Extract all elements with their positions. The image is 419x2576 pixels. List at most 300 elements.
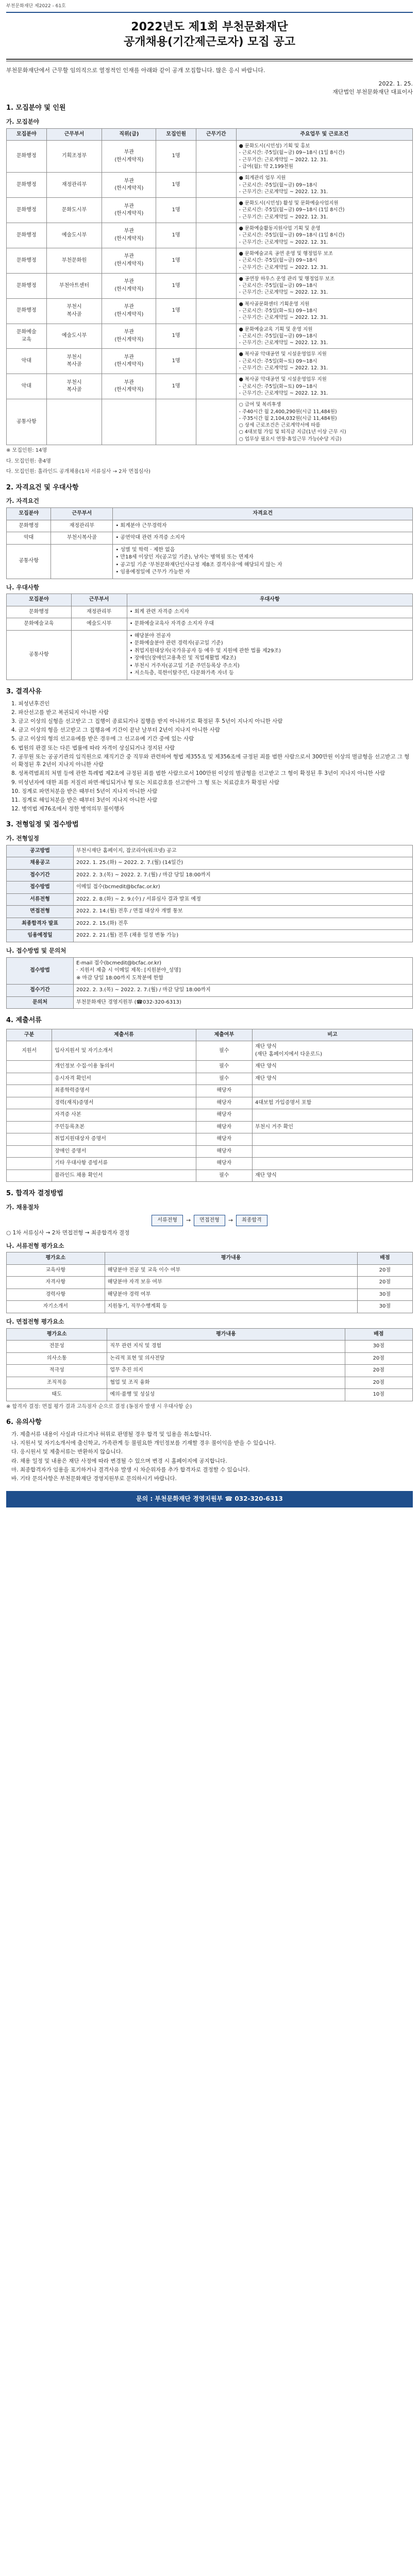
date-issuer — [6, 80, 413, 96]
table-row — [7, 298, 413, 324]
cell-description: 직무 관련 지식 및 경험 — [107, 1341, 345, 1353]
cell-rank: 부관 (한시계약직) — [102, 374, 156, 399]
cell-field: 악대 — [7, 349, 47, 374]
cell-preference: • 해당분야 전공자 • 문화예술분야 관련 경력자(공고일 기준) • 취업지원대상자(국가유공자 등 예우 및 지원에 관한 법률 제29조) • 장애인(장애인고용촉진 및 직업재활법 제2조) • 부천시 거주자(공고일 기준 주민등록상 주소지) • 저소득층, 북한이탈주민, 다문화가족 자녀 등 — [127, 630, 412, 680]
section-4-sub1: 가. 전형일정 — [6, 835, 39, 842]
cell-note: 재단 양식 — [253, 1061, 413, 1073]
cell-required: 해당자 — [196, 1109, 252, 1122]
cell-score: 10점 — [345, 1389, 412, 1401]
cell-note: 재단 양식 — [253, 1170, 413, 1182]
cell-dept: 재정관리부 — [51, 520, 113, 532]
process-step: 서류전형 — [152, 1215, 183, 1227]
column-header: 제출서류 — [52, 1029, 196, 1041]
cell-field: 공통사항 — [7, 630, 72, 680]
section-5-title: 4. 제출서류 — [6, 1016, 42, 1025]
table-row — [7, 1377, 413, 1389]
cell-document: 블라인드 채용 확인서 — [52, 1170, 196, 1182]
column-header: 근무부서 — [71, 594, 127, 606]
cell-score: 30점 — [345, 1341, 412, 1353]
row-header: 임용예정일 — [7, 930, 74, 942]
cell-criterion: 태도 — [7, 1389, 107, 1401]
cell-document: 자격증 사본 — [52, 1109, 196, 1122]
cell-count: 1명 — [156, 173, 196, 198]
cell-count: 1명 — [156, 273, 196, 298]
cell-count: 1명 — [156, 223, 196, 248]
table-row — [7, 520, 413, 532]
table-row — [7, 918, 413, 930]
table-row — [7, 1289, 413, 1301]
process-step: 면접전형 — [194, 1215, 225, 1227]
row-header: 면접전형 — [7, 906, 74, 918]
cell-count: 1명 — [156, 198, 196, 223]
documents-table — [6, 1029, 413, 1182]
intro-text: 부천문화재단에서 근무할 임의직으로 열정적인 인재를 아래와 같이 공개 모집합니다. 많은 응시 바랍니다. — [6, 67, 265, 74]
column-header: 모집인원 — [156, 128, 196, 141]
cell-group — [7, 1145, 52, 1158]
cell-note — [253, 1158, 413, 1170]
cell-note — [253, 1109, 413, 1122]
section-6-sub3: 다. 면접전형 평가요소 — [6, 1317, 64, 1325]
table-row — [7, 1061, 413, 1073]
row-header: 채용공고 — [7, 857, 74, 870]
table-row — [7, 857, 413, 870]
column-header: 근무부서 — [46, 128, 102, 141]
contact-table — [6, 957, 413, 1009]
table-row — [7, 996, 413, 1009]
table-row — [7, 374, 413, 399]
issuer: 재단법인 부천문화재단 대표이사 — [332, 89, 413, 96]
cell-duty: ● 복사골문화센터 기획운영 지원 - 근로시간: 주5일(화~토) 09~18시 - 근무기간: 근로계약일 ~ 2022. 12. 31. — [236, 298, 412, 324]
cell-document: 취업지원대상자 증명서 — [52, 1133, 196, 1146]
cell-field: 문화행정 — [7, 273, 47, 298]
cell-rank: 부관 (한시계약직) — [102, 349, 156, 374]
cell-note — [253, 1145, 413, 1158]
list-item: 3. 금고 이상의 실형을 선고받고 그 집행이 종료되거나 집행을 받지 아니하기로 확정된 후 5년이 지나지 아니한 사람 — [11, 718, 283, 725]
cell-score: 30점 — [357, 1289, 412, 1301]
cell-criterion: 경력사항 — [7, 1289, 105, 1301]
cell-field: 문화예술 교육 — [7, 324, 47, 349]
cell-count: 1명 — [156, 298, 196, 324]
column-header: 모집분야 — [7, 128, 47, 141]
table-row — [7, 248, 413, 273]
table-row — [7, 1121, 413, 1133]
cell-dept — [46, 399, 102, 445]
cell-field: 문화행정 — [7, 223, 47, 248]
table-row — [7, 273, 413, 298]
cell-required: 해당자 — [196, 1133, 252, 1146]
table-row — [7, 1158, 413, 1170]
cell-value: 2022. 2. 21.(월) 전후 (채용 일정 변동 가능) — [74, 930, 413, 942]
table-row — [7, 869, 413, 882]
cell-period — [196, 198, 236, 223]
cell-duty: ● 공연장 하우스 운영 관리 및 행정업무 보조 - 근로시간: 주5일(월~금) 09~18시 - 근무기간: 근로계약일 ~ 2022. 12. 31. — [236, 273, 412, 298]
table-row — [7, 532, 413, 545]
cell-note — [253, 1133, 413, 1146]
column-header: 평가내용 — [107, 1328, 345, 1341]
list-item: 마. 최종합격자가 임용을 포기하거나 결격사유 발생 시 차순위자를 추가 합격자로 결정할 수 있습니다. — [11, 1466, 250, 1473]
title-line2: 공개채용(기간제근로자) 모집 공고 — [124, 35, 295, 48]
list-item: 1. 피성년후견인 — [11, 700, 50, 707]
section-2-sub1: 가. 자격요건 — [6, 497, 39, 505]
row-header: 접수기간 — [7, 869, 74, 882]
table-row — [7, 544, 413, 579]
table-row — [7, 399, 413, 445]
cell-period — [196, 298, 236, 324]
column-header: 평가내용 — [105, 1252, 357, 1265]
table-row — [7, 906, 413, 918]
cell-rank: 부관 (한시계약직) — [102, 324, 156, 349]
cell-description: 협업 및 조직 융화 — [107, 1377, 345, 1389]
cell-document: 개인정보 수집·이용 동의서 — [52, 1061, 196, 1073]
column-header: 비고 — [253, 1029, 413, 1041]
cell-group — [7, 1121, 52, 1133]
cell-duty: ● 문화예술활동지원사업 기획 및 운영 - 근로시간: 주5일(월~금) 09~18시 (1일 8시간) - 근무기간: 근로계약일 ~ 2022. 12. 31. — [236, 223, 412, 248]
document-eval-table — [6, 1252, 413, 1313]
list-item: 바. 기타 문의사항은 부천문화재단 경영지원부로 문의하시기 바랍니다. — [11, 1475, 177, 1482]
qualification-table — [6, 507, 413, 579]
table-row — [7, 957, 413, 985]
cell-description: 업무 추진 의지 — [107, 1365, 345, 1377]
table-row — [7, 324, 413, 349]
column-header: 근무부서 — [51, 508, 113, 520]
process-step: 최종합격 — [236, 1215, 267, 1227]
cell-field: 문화행정 — [7, 298, 47, 324]
list-item: 2. 파산선고를 받고 복권되지 아니한 사람 — [11, 709, 109, 716]
cell-duty: ● 복사골 악대공연 및 시설운영업무 지원 - 근로시간: 주5일(화~토) 09~18시 - 근무기간: 근로계약일 ~ 2022. 12. 31. — [236, 374, 412, 399]
cell-score: 20점 — [345, 1377, 412, 1389]
cell-group — [7, 1061, 52, 1073]
table-row — [7, 1264, 413, 1277]
process-flow — [6, 1215, 413, 1227]
cell-group — [7, 1085, 52, 1097]
cell-field: 문화행정 — [7, 173, 47, 198]
cell-required: 해당자 — [196, 1085, 252, 1097]
cell-dept: 부천시 복사골 — [46, 298, 102, 324]
table-row — [7, 985, 413, 997]
cell-duty: ● 문화도시(시민성) 활성 및 문화예술사업지원 - 근로시간: 주5일(월~금) 09~18시 (1일 8시간) - 근무기간: 근로계약일 ~ 2022. 12. 31. — [236, 198, 412, 223]
list-item: 가. 제출서류 내용이 사실과 다르거나 허위로 판명될 경우 합격 및 임용을 취소합니다. — [11, 1431, 212, 1437]
row-header: 접수방법 — [7, 882, 74, 894]
table-row — [7, 1041, 413, 1061]
recruit-note: ※ 모집인원: 14명 — [6, 448, 47, 454]
column-header: 직위(급) — [102, 128, 156, 141]
cell-required: 해당자 — [196, 1145, 252, 1158]
cell-group — [7, 1073, 52, 1085]
cell-duty: ● 문화도시(시민성) 기획 및 홍보 - 근로시간: 주5일(월~금) 09~18시 (1일 8시간) - 근무기간: 근로계약일 ~ 2022. 12. 31. - 급여(월): 약 2,199천원 — [236, 141, 412, 173]
row-header: 최종합격자 발표 — [7, 918, 74, 930]
column-header: 평가요소 — [7, 1252, 105, 1265]
table-row — [7, 1341, 413, 1353]
title-divider — [6, 59, 413, 61]
cell-document: 최종학력증명서 — [52, 1085, 196, 1097]
section-2-sub2: 나. 우대사항 — [6, 583, 39, 591]
list-item: 9. 미성년자에 대한 죄를 저질러 파면·해임되거나 형 또는 치료감호를 선고받아 그 형 또는 치료감호가 확정된 사람 — [11, 779, 279, 786]
cell-preference: • 문화예술교육사 자격증 소지자 우대 — [127, 618, 412, 631]
cell-dept: 예술도시부 — [71, 618, 127, 631]
column-header: 배점 — [357, 1252, 412, 1265]
cell-rank: 부관 (한시계약직) — [102, 198, 156, 223]
cell-field: 문화행정 — [7, 520, 51, 532]
section-1-sub1: 가. 모집분야 — [6, 117, 39, 125]
cell-dept: 부천시복사골 — [51, 532, 113, 545]
row-header: 접수방법 — [7, 957, 74, 985]
column-header: 평가요소 — [7, 1328, 107, 1341]
cell-group — [7, 1109, 52, 1122]
table-row — [7, 1365, 413, 1377]
table-row — [7, 1145, 413, 1158]
row-header: 공고방법 — [7, 845, 74, 857]
table-row — [7, 1170, 413, 1182]
cell-dept: 재정관리부 — [71, 606, 127, 618]
cell-score: 20점 — [357, 1277, 412, 1289]
arrow-icon: → — [186, 1217, 191, 1224]
cell-value: 2022. 2. 14.(월) 전후 / 면접 대상자 개별 통보 — [74, 906, 413, 918]
cell-group — [7, 1133, 52, 1146]
caution-list — [6, 1431, 413, 1483]
table-row — [7, 1133, 413, 1146]
cell-required: 필수 — [196, 1073, 252, 1085]
section-6-sub2: 나. 서류전형 평가요소 — [6, 1242, 64, 1249]
table-row — [7, 1389, 413, 1401]
list-item: 나. 지원서 및 자기소개서에 출신학교, 가족관계 등 불필요한 개인정보를 기재할 경우 불이익을 받을 수 있습니다. — [11, 1440, 276, 1447]
cell-dept — [71, 630, 127, 680]
table-row — [7, 606, 413, 618]
cell-description: 지원동기, 직무수행계획 등 — [105, 1301, 357, 1313]
table-row — [7, 618, 413, 631]
table-row — [7, 141, 413, 173]
cell-field: 문화행정 — [7, 606, 72, 618]
cell-period — [196, 349, 236, 374]
column-header: 모집분야 — [7, 594, 72, 606]
cell-rank: 부관 (한시계약직) — [102, 141, 156, 173]
cell-description: 예의·품행 및 성실성 — [107, 1389, 345, 1401]
table-row — [7, 893, 413, 906]
list-item: 라. 채용 일정 및 내용은 재단 사정에 따라 변경될 수 있으며 변경 시 홈페이지에 공지합니다. — [11, 1458, 227, 1464]
decision-note: ※ 합격자 결정: 면접 평가 결과 고득점자 순으로 결정 (동점자 발생 시 우대사항 순) — [6, 1403, 192, 1410]
cell-count: 1명 — [156, 141, 196, 173]
cell-count: 1명 — [156, 374, 196, 399]
cell-criterion: 전문성 — [7, 1341, 107, 1353]
cell-requirement: • 공연악대 관련 자격증 소지자 — [113, 532, 413, 545]
table-row — [7, 1085, 413, 1097]
section-4-title: 3. 전형일정 및 접수방법 — [6, 821, 79, 829]
cell-value: 2022. 2. 3.(목) ~ 2022. 2. 7.(월) / 마감 당일 18:00까지 — [74, 869, 413, 882]
table-row — [7, 1109, 413, 1122]
cell-value: 부천시재단 홈페이지, 잡코리아(워크넷) 공고 — [74, 845, 413, 857]
cell-value: 2022. 2. 15.(화) 전후 — [74, 918, 413, 930]
cell-duty: ○ 급여 및 복리후생 - 주40시간 월 2,400,290원(시급 11,484원) - 주35시간 월 2,104,032원(시급 11,484원) ○ 상세 근로조건은 근로계약서에 따름 ○ 4대보험 가입 및 퇴직금 지급(1년 이상 근무 시) ○ 업무상 필요시 연장·휴일근무 가능(수당 지급) — [236, 399, 412, 445]
cell-note — [253, 1085, 413, 1097]
column-header: 모집분야 — [7, 508, 51, 520]
table-row — [7, 1301, 413, 1313]
cell-document: 응시자격 확인서 — [52, 1073, 196, 1085]
list-item: 다. 응시원서 및 제출서류는 반환하지 않습니다. — [11, 1449, 123, 1455]
cell-duty: ● 복사골 악대공연 및 시설운영업무 지원 - 근로시간: 주5일(화~토) 09~18시 - 근무기간: 근로계약일 ~ 2022. 12. 31. — [236, 349, 412, 374]
cell-value: 2022. 2. 3.(목) ~ 2022. 2. 7.(월) / 마감 당일 18:00까지 — [74, 985, 413, 997]
cell-note: 4대보험 가입증명서 포함 — [253, 1097, 413, 1109]
cell-requirement: • 성별 및 학력 · 제한 없음 • 만18세 이상인 자(공고일 기준), 남자는 병역필 또는 면제자 • 공고일 기준 '부천문화재단인사규정 제8조 결격사유'에 해당되지 않는 자 • 임용예정일에 근무가 가능한 자 — [113, 544, 413, 579]
cell-field: 악대 — [7, 374, 47, 399]
cell-document: 경력(재직)증명서 — [52, 1097, 196, 1109]
table-row — [7, 1352, 413, 1365]
list-item: 12. 병역법 제76조에서 정한 병역의무 불이행자 — [11, 806, 125, 812]
list-item: 5. 금고 이상의 형의 선고유예를 받은 경우에 그 선고유예 기간 중에 있는 사람 — [11, 736, 194, 742]
cell-description: 논리적 표현 및 의사전달 — [107, 1352, 345, 1365]
cell-period — [196, 324, 236, 349]
cell-criterion: 자기소개서 — [7, 1301, 105, 1313]
cell-value: E-mail 접수(bcmedit@bcfac.or.kr) · 지원서 제출 시 이메일 제목: [지원분야_성명] ※ 마감 당일 18:00까지 도착분에 한함 — [74, 957, 413, 985]
title-block — [6, 13, 413, 55]
cell-field: 악대 — [7, 532, 51, 545]
cell-required: 필수 — [196, 1170, 252, 1182]
cell-field: 문화행정 — [7, 141, 47, 173]
row-header: 문의처 — [7, 996, 74, 1009]
table-row — [7, 173, 413, 198]
section-4-sub2: 나. 접수방법 및 문의처 — [6, 946, 66, 954]
cell-criterion: 교육사항 — [7, 1264, 105, 1277]
table-row — [7, 845, 413, 857]
cell-period — [196, 374, 236, 399]
cell-dept: 부천시 복사골 — [46, 349, 102, 374]
cell-group: 지원서 — [7, 1041, 52, 1061]
cell-dept: 부천문화원 — [46, 248, 102, 273]
doc-number: 부천문화재단 제2022 - 61호 — [6, 0, 413, 13]
list-item: 11. 징계로 해임처분을 받은 때부터 3년이 지나지 아니한 사람 — [11, 796, 158, 803]
cell-duty: ● 문화예술교육 기획 및 운영 지원 - 근로시간: 주5일(월~금) 09~18시 - 근무기간: 근로계약일 ~ 2022. 12. 31. — [236, 324, 412, 349]
cell-required: 해당자 — [196, 1121, 252, 1133]
cell-description: 해당분야 자격 보유 여부 — [105, 1277, 357, 1289]
cell-period — [196, 273, 236, 298]
schedule-table — [6, 845, 413, 942]
cell-field: 공통사항 — [7, 399, 47, 445]
cell-dept: 재정관리부 — [46, 173, 102, 198]
section-3-title: 3. 결격사유 — [6, 687, 42, 696]
section-1-title: 1. 모집분야 및 인원 — [6, 104, 66, 112]
cell-criterion: 조직적응 — [7, 1377, 107, 1389]
cell-requirement: • 회계분야 근무경력자 — [113, 520, 413, 532]
arrow-icon: → — [228, 1217, 233, 1224]
cell-score: 20점 — [345, 1352, 412, 1365]
footer-contact: 문의 : 부천문화재단 경영지원부 ☎ 032-320-6313 — [6, 1491, 413, 1507]
cell-count: 1명 — [156, 349, 196, 374]
table-row — [7, 349, 413, 374]
section-7-title: 6. 유의사항 — [6, 1418, 42, 1427]
cell-rank: 부관 (한시계약직) — [102, 273, 156, 298]
cell-dept — [51, 544, 113, 579]
recruit-table — [6, 128, 413, 445]
cell-count — [156, 399, 196, 445]
list-item: 10. 징계로 파면처분을 받은 때부터 5년이 지나지 아니한 사람 — [11, 788, 158, 794]
column-header: 근무기간 — [196, 128, 236, 141]
cell-duty: ● 회계관리 업무 지원 - 근로시간: 주5일(월~금) 09~18시 - 근무기간: 근로계약일 ~ 2022. 12. 31. — [236, 173, 412, 198]
title-line1: 2022년도 제1회 부천문화재단 — [131, 21, 288, 34]
row-header: 서류전형 — [7, 893, 74, 906]
cell-period — [196, 399, 236, 445]
table-row — [7, 1277, 413, 1289]
list-item: 6. 법원의 판결 또는 다른 법률에 따라 자격이 상실되거나 정지된 사람 — [11, 744, 175, 751]
cell-document: 장애인 증명서 — [52, 1145, 196, 1158]
cell-dept: 예술도시부 — [46, 324, 102, 349]
cell-document: 입사지원서 및 자기소개서 — [52, 1041, 196, 1061]
cell-required: 해당자 — [196, 1158, 252, 1170]
cell-period — [196, 223, 236, 248]
section-2-title: 2. 자격요건 및 우대사항 — [6, 483, 79, 492]
cell-criterion: 적극성 — [7, 1365, 107, 1377]
column-header: 주요업무 및 근로조건 — [236, 128, 412, 141]
column-header: 우대사항 — [127, 594, 412, 606]
cell-value: 2022. 2. 8.(화) ~ 2. 9.(수) / 서류심사 결과 발표 예정 — [74, 893, 413, 906]
cell-required: 해당자 — [196, 1097, 252, 1109]
cell-count: 1명 — [156, 248, 196, 273]
cell-dept: 문화도시부 — [46, 198, 102, 223]
cell-required: 필수 — [196, 1041, 252, 1061]
list-item: 4. 금고 이상의 형을 선고받고 그 집행유예 기간이 끝난 날부터 2년이 지나지 아니한 사람 — [11, 727, 220, 734]
cell-note: 재단 양식 (재단 홈페이지에서 다운로드) — [253, 1041, 413, 1061]
cell-group — [7, 1170, 52, 1182]
recruit-total: 다. 모집인원: 총4명 — [6, 458, 51, 464]
cell-description: 해당분야 경력 여부 — [105, 1289, 357, 1301]
column-header: 배점 — [345, 1328, 412, 1341]
section-6-title: 5. 합격자 결정방법 — [6, 1190, 63, 1198]
section-6-sub1: 가. 채용절차 — [6, 1204, 39, 1211]
cell-group — [7, 1158, 52, 1170]
cell-description: 해당분야 전공 및 교육 이수 여부 — [105, 1264, 357, 1277]
cell-dept: 부천시 복사골 — [46, 374, 102, 399]
table-row — [7, 198, 413, 223]
cell-field: 문화행정 — [7, 248, 47, 273]
cell-required: 필수 — [196, 1061, 252, 1073]
list-item: 8. 성폭력범죄의 처벌 등에 관한 특례법 제2조에 규정된 죄를 범한 사람으로서 100만원 이상의 벌금형을 선고받고 그 형이 확정된 후 3년이 지나지 아니한 사람 — [11, 770, 386, 777]
cell-value: 이메일 접수(bcmedit@bcfac.or.kr) — [74, 882, 413, 894]
cell-count: 1명 — [156, 324, 196, 349]
cell-value: 2022. 1. 25.(화) ~ 2022. 2. 7.(월) (14일간) — [74, 857, 413, 870]
recruit-method: 다. 모집인원: 훌라인드 공개채용(1차 서류심사 → 2차 면접심사) — [6, 469, 150, 475]
table-row — [7, 882, 413, 894]
cell-period — [196, 248, 236, 273]
flow-note: ○ 1차 서류심사 → 2차 면접전형 → 최종합격자 결정 — [6, 1230, 130, 1236]
table-row — [7, 1097, 413, 1109]
cell-value: 부천문화재단 경영지원부 (☎032-320-6313) — [74, 996, 413, 1009]
table-row — [7, 223, 413, 248]
cell-field: 공통사항 — [7, 544, 51, 579]
disqualification-list — [6, 700, 413, 814]
cell-document: 주민등록초본 — [52, 1121, 196, 1133]
cell-dept: 예술도시부 — [46, 223, 102, 248]
cell-period — [196, 141, 236, 173]
cell-period — [196, 173, 236, 198]
cell-score: 20점 — [357, 1264, 412, 1277]
column-header: 자격요건 — [113, 508, 413, 520]
interview-eval-table — [6, 1328, 413, 1401]
cell-rank: 부관 (한시계약직) — [102, 173, 156, 198]
cell-field: 문화행정 — [7, 198, 47, 223]
cell-preference: • 회계 관련 자격증 소지자 — [127, 606, 412, 618]
cell-note: 부천시 거주 확인 — [253, 1121, 413, 1133]
cell-criterion: 자격사항 — [7, 1277, 105, 1289]
table-row — [7, 630, 413, 680]
cell-duty: ● 문화예술교육 공연 운영 및 행정업무 보조 - 근로시간: 주5일(월~금) 09~18시 - 근무기간: 근로계약일 ~ 2022. 12. 31. — [236, 248, 412, 273]
cell-field: 문화예술교육 — [7, 618, 72, 631]
cell-rank: 부관 (한시계약직) — [102, 298, 156, 324]
cell-dept: 부천아트센터 — [46, 273, 102, 298]
cell-document: 기타 우대사항 증빙서류 — [52, 1158, 196, 1170]
table-row — [7, 1073, 413, 1085]
column-header: 제출여부 — [196, 1029, 252, 1041]
preference-table — [6, 594, 413, 680]
row-header: 접수기간 — [7, 985, 74, 997]
cell-group — [7, 1097, 52, 1109]
cell-rank: 부관 (한시계약직) — [102, 223, 156, 248]
